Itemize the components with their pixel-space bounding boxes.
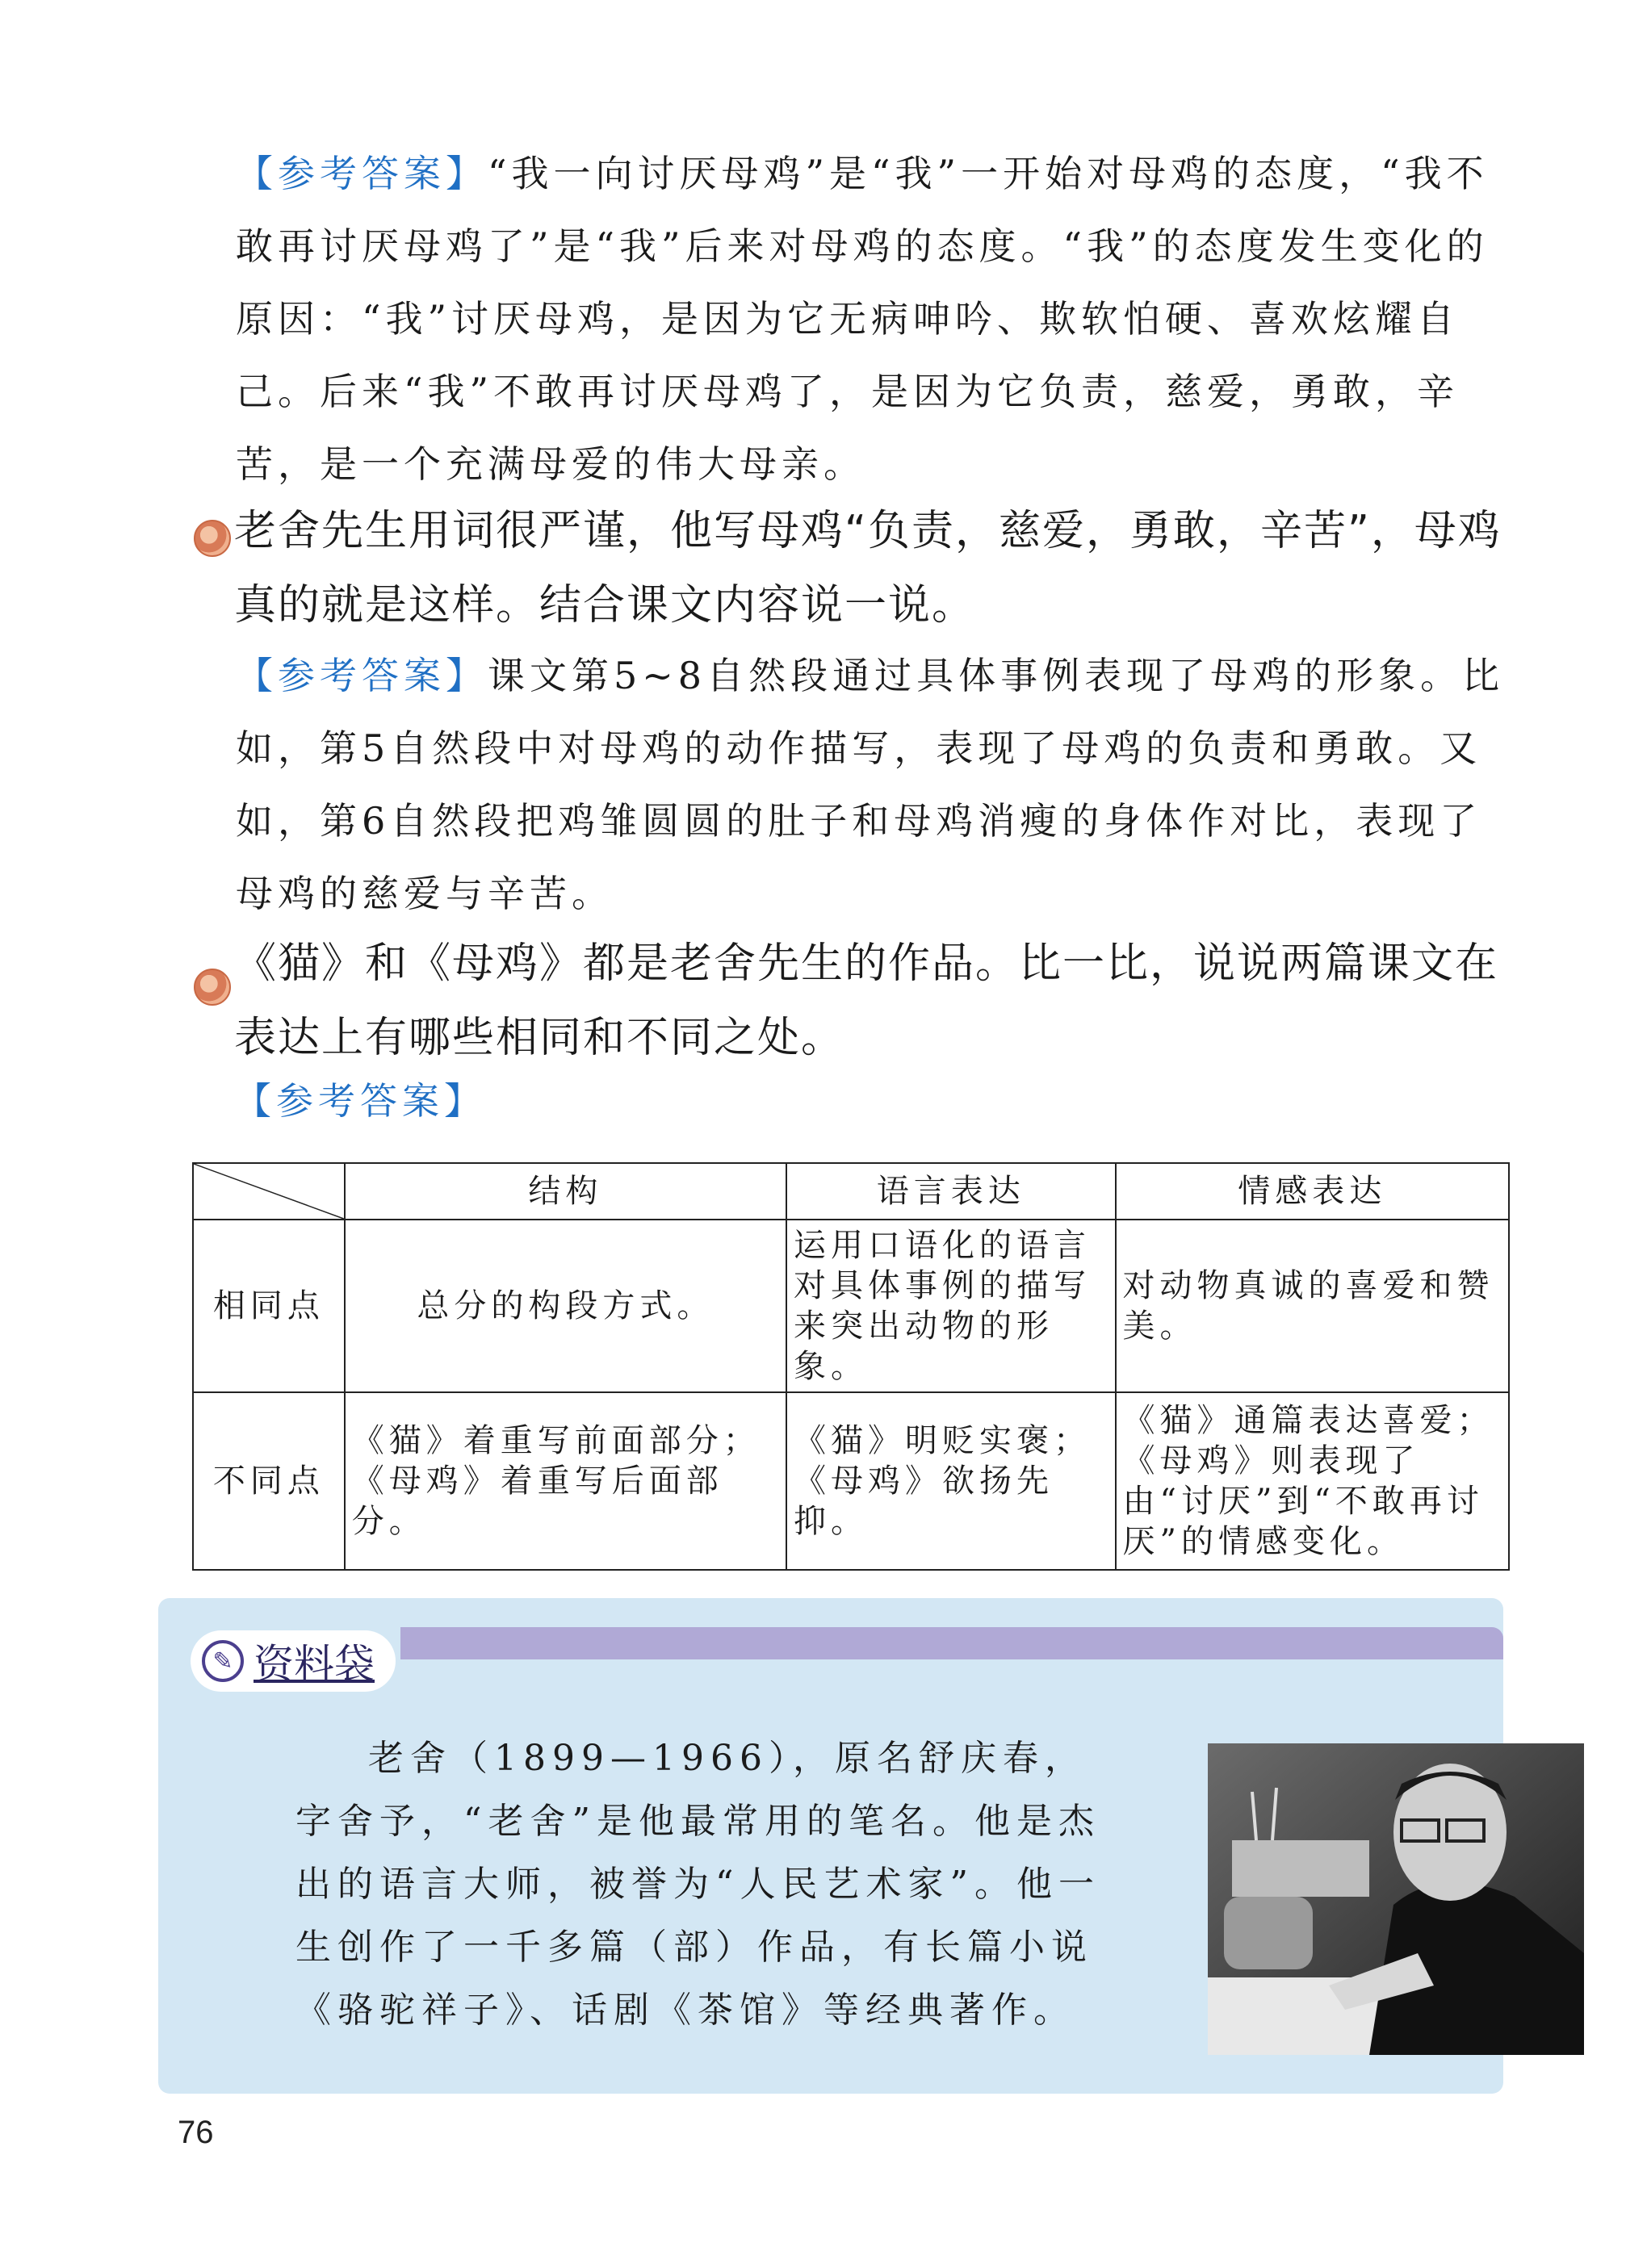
question-bullet-icon: [194, 520, 231, 557]
table-header: 结构: [345, 1163, 786, 1220]
bookmark-icon: ✎: [202, 1640, 244, 1682]
comparison-table: [192, 1162, 1510, 1571]
answer-1: [236, 137, 1511, 500]
answer-label: 【参考答案】: [236, 152, 488, 195]
answer-2: [236, 639, 1511, 930]
table-header: 情感表达: [1116, 1163, 1509, 1220]
info-box-strip: [400, 1627, 1503, 1659]
info-box-title-text: 资料袋: [254, 1641, 375, 1688]
table-row: [193, 1392, 1509, 1570]
answer-label: 【参考答案】: [236, 654, 488, 697]
author-photo: [1208, 1743, 1584, 2055]
table-cell: 总分的构段方式。: [345, 1220, 786, 1392]
answer-1-text: “我一向讨厌母鸡”是“我”一开始对母鸡的态度，“我不敢再讨厌母鸡了”是“我”后来对母鸡的态度。“我”的态度发生变化的原因：“我”讨厌母鸡，是因为它无病呻吟、欺软怕硬、喜欢炫耀自己。后来“我”不敢再讨厌母鸡了，是因为它负责，慈爱，勇敢，辛苦，是一个充满母爱的伟大母亲。: [236, 152, 1489, 486]
table-cell: 《猫》明贬实褒；《母鸡》欲扬先抑。: [786, 1392, 1116, 1570]
row-label: 不同点: [193, 1392, 345, 1570]
table-corner-cell: [193, 1163, 345, 1220]
info-box-title: [191, 1630, 396, 1692]
table-cell: 《猫》通篇表达喜爱；《母鸡》则表现了由“讨厌”到“不敢再讨厌”的情感变化。: [1116, 1392, 1509, 1570]
question-3: 《猫》和《母鸡》都是老舍先生的作品。比一比，说说两篇课文在表达上有哪些相同和不同之处。: [234, 939, 1499, 1062]
question-2: 老舍先生用词很严谨，他写母鸡“负责，慈爱，勇敢，辛苦”，母鸡真的就是这样。结合课文内容说一说。: [234, 507, 1502, 630]
table-header-row: [193, 1163, 1509, 1220]
info-box-text: 老舍（1899—1966），原名舒庆春，字舍予，“老舍”是他最常用的笔名。他是杰出的语言大师，被誉为“人民艺术家”。他一生创作了一千多篇（部）作品，有长篇小说《骆驼祥子》、话剧《茶馆》等经典著作。: [295, 1738, 1100, 2031]
table-cell: 对动物真诚的喜爱和赞美。: [1116, 1220, 1509, 1392]
page-number: 76: [178, 2115, 214, 2150]
answer-3-label: 【参考答案】: [234, 1079, 486, 1123]
info-box: [158, 1598, 1503, 2094]
table-header: 语言表达: [786, 1163, 1116, 1220]
row-label: 相同点: [193, 1220, 345, 1392]
table-cell: 《猫》着重写前面部分；《母鸡》着重写后面部分。: [345, 1392, 786, 1570]
table-row: [193, 1220, 1509, 1392]
answer-2-text: 课文第5~8自然段通过具体事例表现了母鸡的形象。比如，第5自然段中对母鸡的动作描写，表现了母鸡的负责和勇敢。又如，第6自然段把鸡雏圆圆的肚子和母鸡消瘦的身体作对比，表现了母鸡的慈爱与辛苦。: [236, 654, 1505, 915]
question-bullet-icon: [194, 969, 231, 1006]
table-cell: 运用口语化的语言对具体事例的描写来突出动物的形象。: [786, 1220, 1116, 1392]
